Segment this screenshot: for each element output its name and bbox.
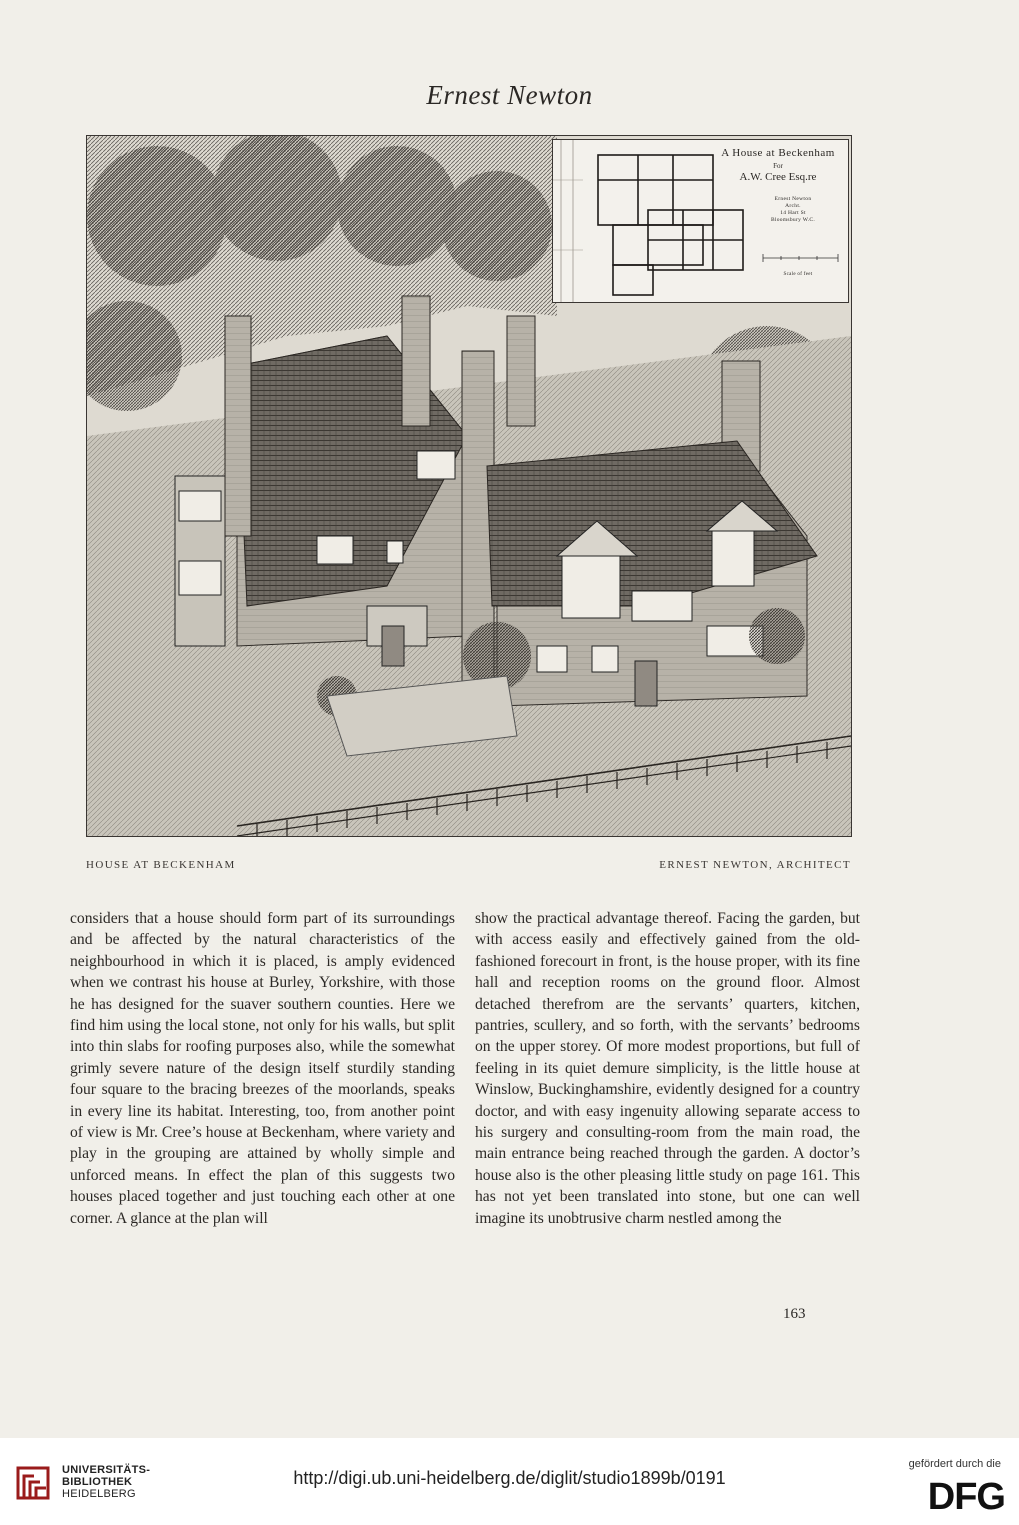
floor-plan-inset bbox=[552, 139, 849, 303]
digitization-footer bbox=[0, 1438, 1019, 1525]
plan-client: A.W. Cree Esq.re bbox=[739, 171, 817, 183]
funding-note: gefördert durch die bbox=[908, 1458, 1001, 1470]
source-url-link[interactable]: http://digi.ub.uni-heidelberg.de/diglit/studio1899b/0191 bbox=[293, 1468, 726, 1488]
library-line: UNIVERSITÄTS- bbox=[62, 1464, 151, 1476]
plan-architect-line: Bloomsbury W.C. bbox=[770, 217, 816, 223]
plan-for-label: For bbox=[773, 162, 783, 170]
plan-scale-label: Scale of feet bbox=[783, 272, 813, 277]
text-column-left: considers that a house should form part of its surroundings and be affected by the natural characteristics of the neighbourhood in which it is placed, is amply evidenced when we contrast his house at Burley, Yorkshire, with those he has designed for the suaver southern counties. Here we find him using the local stone, not only for his walls, but split into thin slabs for roofing purposes also, while the somewhat grimly severe nature of the design itself sturdily standing four square to the bracing breezes of the moorlands, speaks in every line its habitat. Interesting, too, from another point of view is Mr. Cree’s house at Beckenham, where variety and play in the grouping are attained by wholly simple and unforced means. In effect the plan of this suggests two houses placed together and just touching each other at one corner. A glance at the plan will bbox=[70, 910, 455, 1227]
plan-title: A House at Beckenham bbox=[721, 147, 835, 159]
page-title: Ernest Newton bbox=[426, 80, 593, 110]
plan-architect-line: 14 Hart St bbox=[780, 210, 806, 216]
library-line: BIBLIOTHEK bbox=[62, 1476, 133, 1488]
house-left-bay bbox=[175, 476, 225, 646]
plan-architect bbox=[738, 196, 848, 224]
illustration-plate bbox=[86, 135, 852, 837]
caption-right: ERNEST NEWTON, ARCHITECT bbox=[659, 859, 851, 871]
text-column-right: show the practical advantage thereof. Facing the garden, but with access easily and effectively gained from the old-fashioned forecourt in front, is the house proper, with its fine hall and reception rooms on the ground floor. Almost detached therefrom are the servants’ quarters, kitchen, pantries, scullery, and so forth, with the servants’ bedrooms on the upper storey. Of more modest proportions, but full of feeling in its quiet demure simplicity, is the little house at Winslow, Buckinghamshire, evidently designed for a country doctor, and with easy ingenuity allowing separate access to his surgery and consulting-room from the main road, the main entrance being reached through the garden. A doctor’s house also is the other pleasing little study on page 161. This has not yet been translated into stone, but one can well imagine its unobtrusive charm nestled among the bbox=[475, 910, 860, 1227]
plan-architect-line: Archt. bbox=[785, 203, 801, 209]
caption-left: HOUSE AT BECKENHAM bbox=[86, 859, 236, 871]
page-number: 163 bbox=[783, 1306, 806, 1322]
plan-architect-line: Ernest Newton bbox=[774, 196, 812, 202]
library-line: HEIDELBERG bbox=[62, 1488, 136, 1500]
dfg-logo: DFG bbox=[927, 1476, 1005, 1518]
